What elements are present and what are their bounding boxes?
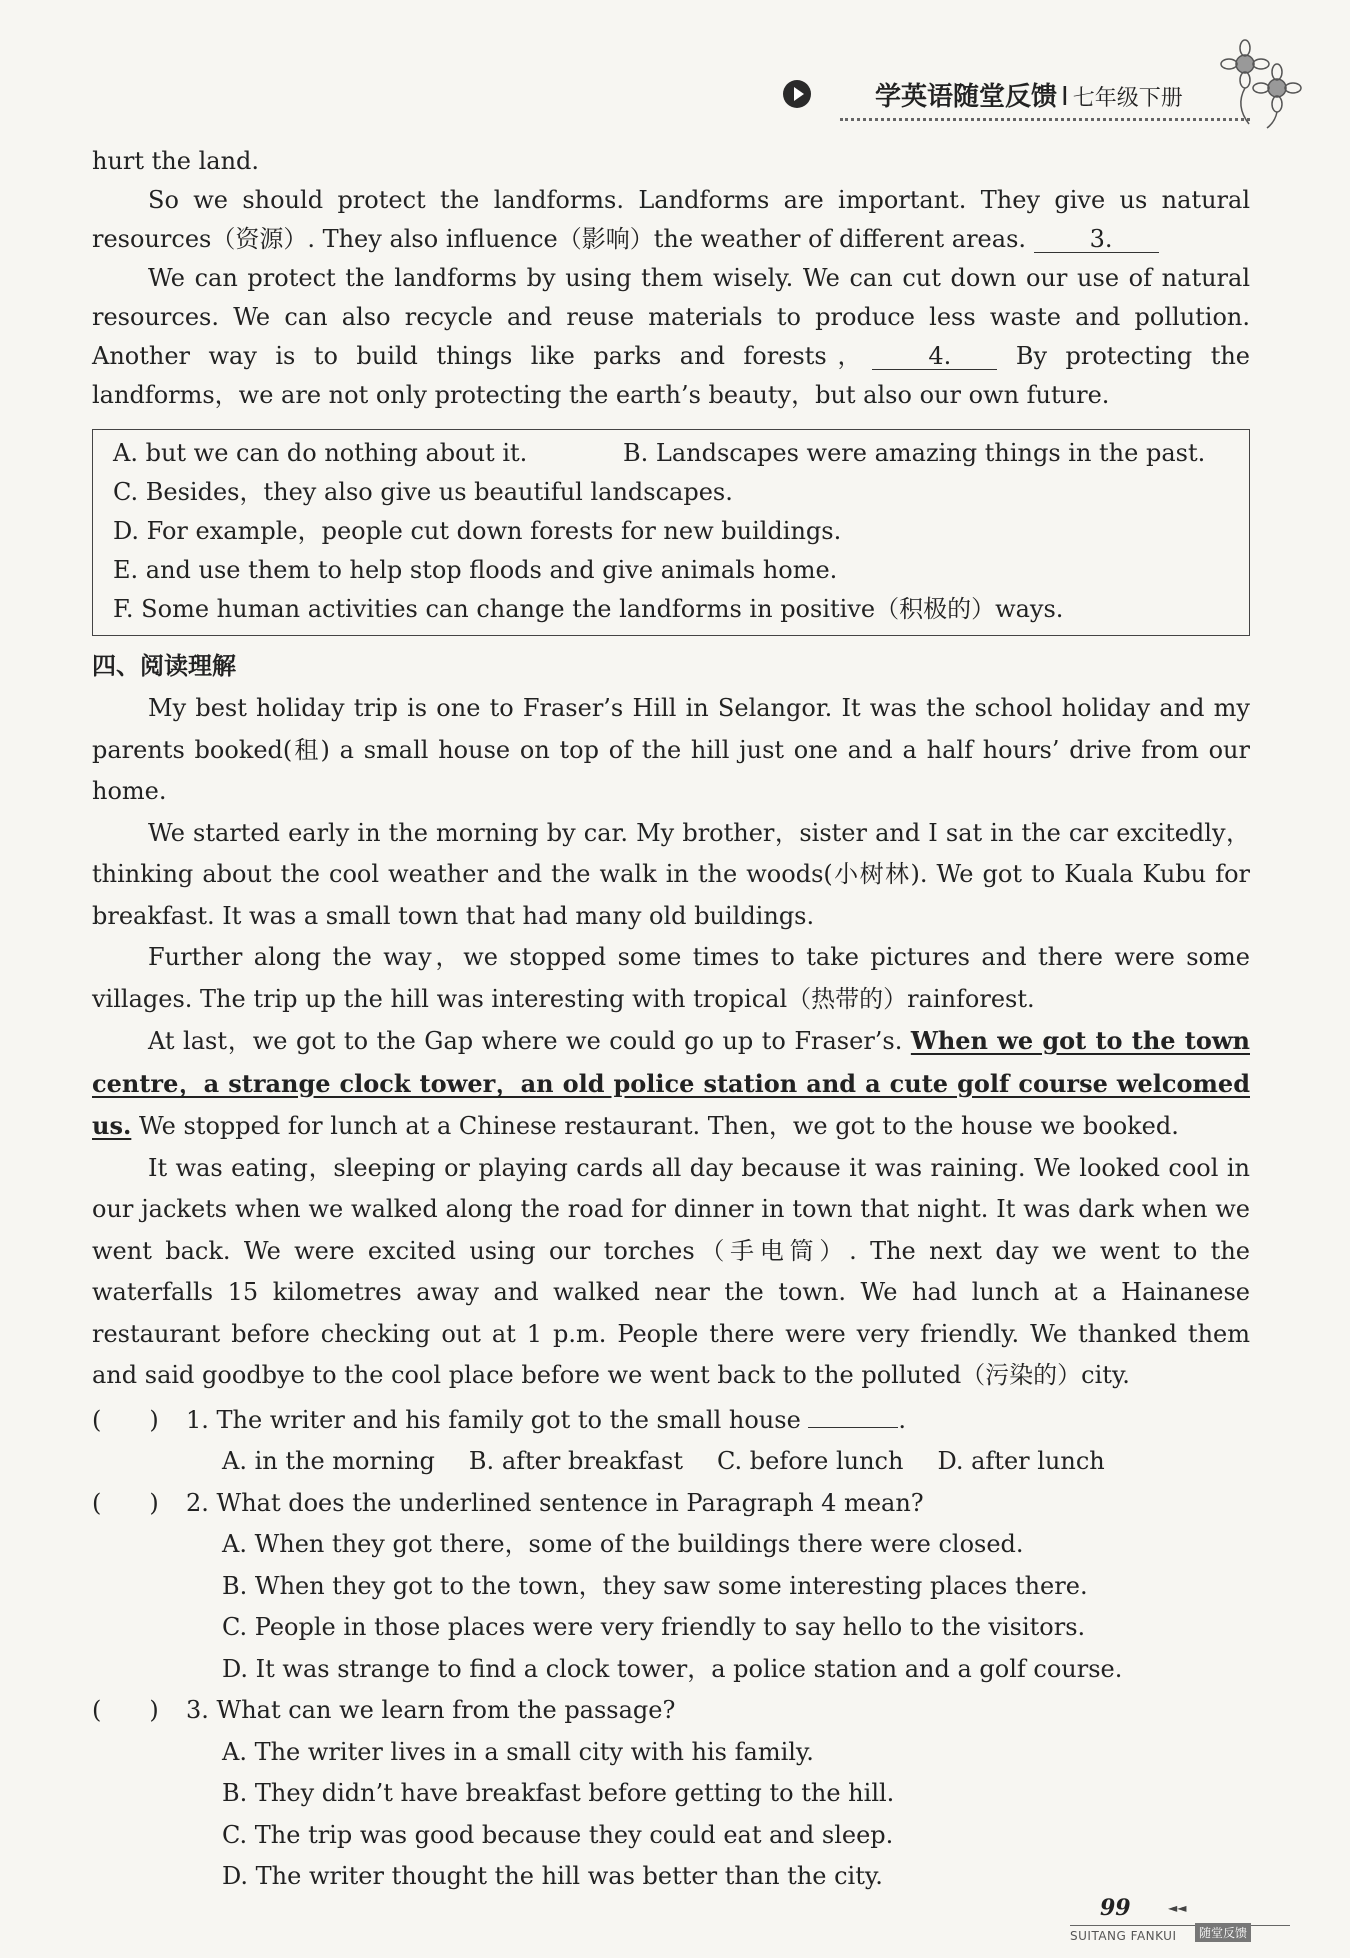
section-title: 四、阅读理解 [92,652,236,680]
page-footer [1050,1895,1290,1945]
options-row [113,434,1229,473]
reading-paragraph-1: My best holiday trip is one to Fraser’s Hill in Selangor. It was the school holiday and my parents booked(租) a small house on top of the hill just one and a half hours’ drive from our home. [92,694,1250,805]
page-header [0,0,1350,150]
double-arrow-icon: ◄◄ [1168,1901,1187,1915]
question-3 [92,1690,1250,1898]
answer-parenthesis[interactable]: ( ) [92,1405,159,1434]
option-b: B. Landscapes were amazing things in the past. [623,439,1206,467]
choice-a: A. The writer lives in a small city with his family. [222,1737,814,1766]
blank-3[interactable]: 3. [1034,226,1159,253]
footer-divider [1070,1925,1290,1926]
choice-a: A. When they got there，some of the buildings there were closed. [222,1530,1024,1558]
header-title: 学英语随堂反馈 I 七年级下册 [875,82,1183,112]
choice-d: D. It was strange to find a clock tower，a police station and a golf course. [222,1654,1123,1683]
reading-paragraph-2: We started early in the morning by car. My brother，sister and I sat in the car excitedly，thinking about the cool weather and the walk in the woods(小树林). We got to Kuala Kubu for breakfast. It was a small town that had many old buildings. [92,818,1250,930]
choice-b: B. When they got to the town，they saw some interesting places there. [222,1571,1088,1600]
page-content [92,142,1250,1898]
question-text: 2. What does the underlined sentence in Paragraph 4 mean? [186,1488,924,1517]
passage-paragraph: So we should protect the landforms. Landforms are important. They give us natural resources（资源）. They also influence（影响）the weather of different areas. 3. [92,186,1250,253]
footer-brand-cn: 随堂反馈 [1195,1923,1251,1942]
option-c: C. Besides，they also give us beautiful landscapes. [113,478,733,506]
options-box [92,429,1250,636]
passage-paragraph: We can protect the landforms by using them wisely. We can cut down our use of natural resources. We can also recycle and reuse materials to produce less waste and pollution. Another way is to build things like parks and forests， 4. By protecting the landforms，we are not only protecting the earth’s beauty，but also our own future. [92,264,1250,409]
underlined-sentence: When we got to the town centre，a strange clock tower，an old police station and a cute golf course welcomed us. [92,1026,1250,1140]
play-icon [783,80,811,108]
question-2 [92,1483,1250,1691]
passage-line: hurt the land. [92,147,260,175]
question-text: 3. What can we learn from the passage? [186,1696,676,1724]
answer-blank[interactable] [808,1427,898,1428]
option-e: E. and use them to help stop floods and give animals home. [113,556,838,584]
option-f: F. Some human activities can change the landforms in positive（积极的）ways. [113,595,1064,623]
choice-b: B. after breakfast [468,1447,683,1475]
sunflower-decoration-icon [1215,36,1311,132]
choice-c: C. before lunch [717,1447,904,1475]
option-d: D. For example，people cut down forests for new buildings. [113,517,842,545]
page-number: 99 [1100,1895,1131,1921]
choice-b: B. They didn’t have breakfast before getting to the hill. [222,1779,895,1807]
choice-c: C. People in those places were very friendly to say hello to the visitors. [222,1613,1086,1641]
option-a: A. but we can do nothing about it. [113,439,528,467]
answer-parenthesis[interactable]: ( ) [92,1488,159,1517]
header-dotted-divider [840,118,1250,121]
reading-paragraph-3: Further along the way，we stopped some times to take pictures and there were some villages. The trip up the hill was interesting with tropical（热带的）rainforest. [92,943,1250,1013]
choice-list [92,1441,1250,1483]
reading-passage [92,688,1250,1397]
choice-a: A. in the morning [222,1447,435,1475]
question-1: ( ) 1. The writer and his family got to the small house . A. in the morning B. after breakfast C. before lunch D. after lunch [92,1400,1250,1483]
answer-parenthesis[interactable]: ( ) [92,1696,159,1724]
choice-d: D. after lunch [937,1447,1105,1475]
choice-c: C. The trip was good because they could eat and sleep. [222,1820,894,1849]
reading-paragraph-4: At last，we got to the Gap where we could go up to Fraser’s. When we got to the town centre，a strange clock tower，an old police station and a cute golf course welcomed us. We stopped for lunch at a Chinese restaurant. Then，we got to the house we booked. [92,1026,1250,1140]
footer-brand-en: SUITANG FANKUI [1070,1929,1177,1943]
blank-4[interactable]: 4. [872,343,997,370]
reading-paragraph-5: It was eating，sleeping or playing cards all day because it was raining. We looked cool in our jackets when we walked along the road for dinner in town that night. It was dark when we went back. We were excited using our torches（手电筒）. The next day we went to the waterfalls 15 kilometres away and walked near the town. We had lunch at a Hainanese restaurant before checking out at 1 p.m. People there were very friendly. We thanked them and said goodbye to the cool place before we went back to the polluted（污染的）city. [92,1153,1250,1389]
choice-d: D. The writer thought the hill was better than the city. [222,1862,883,1890]
question-text: 1. The writer and his family got to the small house [186,1405,809,1434]
